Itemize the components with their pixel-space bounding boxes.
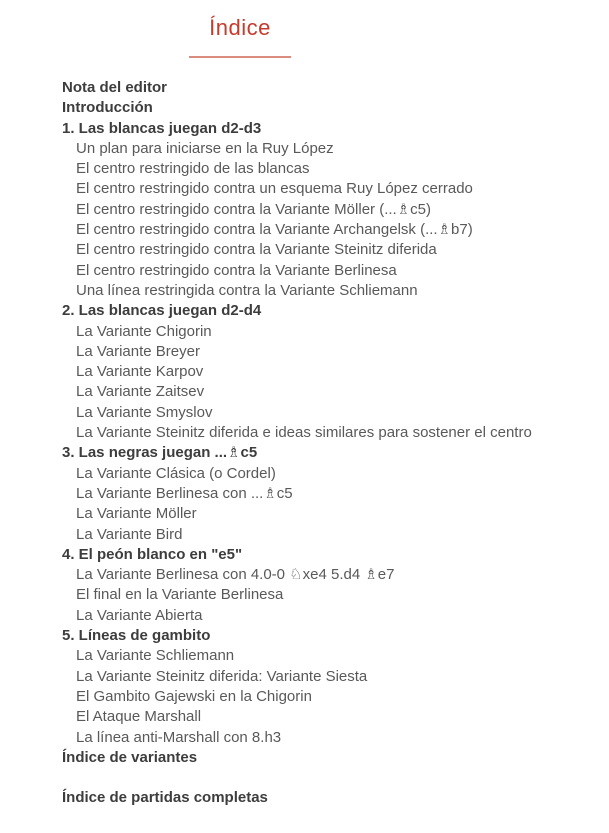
toc-section-entry: 2. Las blancas juegan d2-d4: [62, 302, 262, 320]
page-title: Índice: [209, 15, 271, 40]
toc-list: [0, 78, 609, 809]
toc-sub-entry: La línea anti-Marshall con 8.h3: [76, 728, 282, 746]
title-underline-rule: [189, 56, 291, 58]
toc-sub-entry: El centro restringido contra la Variante Archangelsk (...♗b7): [76, 221, 473, 239]
toc-section-entry: Índice de variantes: [62, 748, 198, 766]
toc-section-entry: Índice de partidas completas: [62, 789, 268, 807]
toc-sub-entry: La Variante Clásica (o Cordel): [76, 464, 276, 482]
toc-sub-entry: La Variante Berlinesa con 4.0-0 ♘xe4 5.d4 ♗e7: [76, 566, 395, 584]
toc-sub-entry: La Variante Steinitz diferida e ideas similares para sostener el centro: [76, 424, 532, 442]
toc-sub-entry: El Ataque Marshall: [76, 708, 202, 726]
toc-sub-entry: El Gambito Gajewski en la Chigorin: [76, 687, 312, 705]
toc-sub-entry: El centro restringido contra la Variante Berlinesa: [76, 261, 397, 279]
toc-sub-entry: Un plan para iniciarse en la Ruy López: [76, 139, 334, 157]
toc-sub-entry: El centro restringido contra la Variante Steinitz diferida: [76, 241, 437, 259]
toc-sub-entry: El centro restringido contra un esquema Ruy López cerrado: [76, 180, 473, 198]
toc-sub-entry: La Variante Abierta: [76, 606, 203, 624]
toc-sub-entry: El centro restringido de las blancas: [76, 160, 310, 178]
toc-sub-entry: La Variante Schliemann: [76, 647, 235, 665]
toc-section-entry: 1. Las blancas juegan d2-d3: [62, 119, 262, 137]
toc-sub-entry: La Variante Bird: [76, 525, 183, 543]
toc-sub-entry: La Variante Berlinesa con ...♗c5: [76, 484, 293, 502]
toc-sub-entry: La Variante Möller: [76, 505, 197, 523]
toc-section-entry: Nota del editor: [62, 79, 168, 96]
title-block: [0, 13, 480, 58]
toc-section-entry: 4. El peón blanco en "e5": [62, 545, 243, 563]
toc-spacer: [62, 768, 589, 788]
toc-sub-entry: El final en la Variante Berlinesa: [76, 586, 284, 604]
toc-sub-entry: La Variante Zaitsev: [76, 383, 205, 401]
toc-sub-entry: El centro restringido contra la Variante Möller (...♗c5): [76, 200, 431, 218]
toc-sub-entry: Una línea restringida contra la Variante Schliemann: [76, 281, 418, 299]
toc-section-entry: 5. Líneas de gambito: [62, 627, 211, 645]
toc-section-entry: 3. Las negras juegan ...♗c5: [62, 444, 258, 462]
toc-sub-entry: La Variante Breyer: [76, 342, 200, 360]
toc-sub-entry: La Variante Chigorin: [76, 322, 212, 340]
toc-section-entry: Introducción: [62, 99, 153, 117]
toc-sub-entry: La Variante Steinitz diferida: Variante Siesta: [76, 667, 368, 685]
toc-sub-entry: La Variante Karpov: [76, 363, 204, 381]
toc-sub-entry: La Variante Smyslov: [76, 403, 213, 421]
